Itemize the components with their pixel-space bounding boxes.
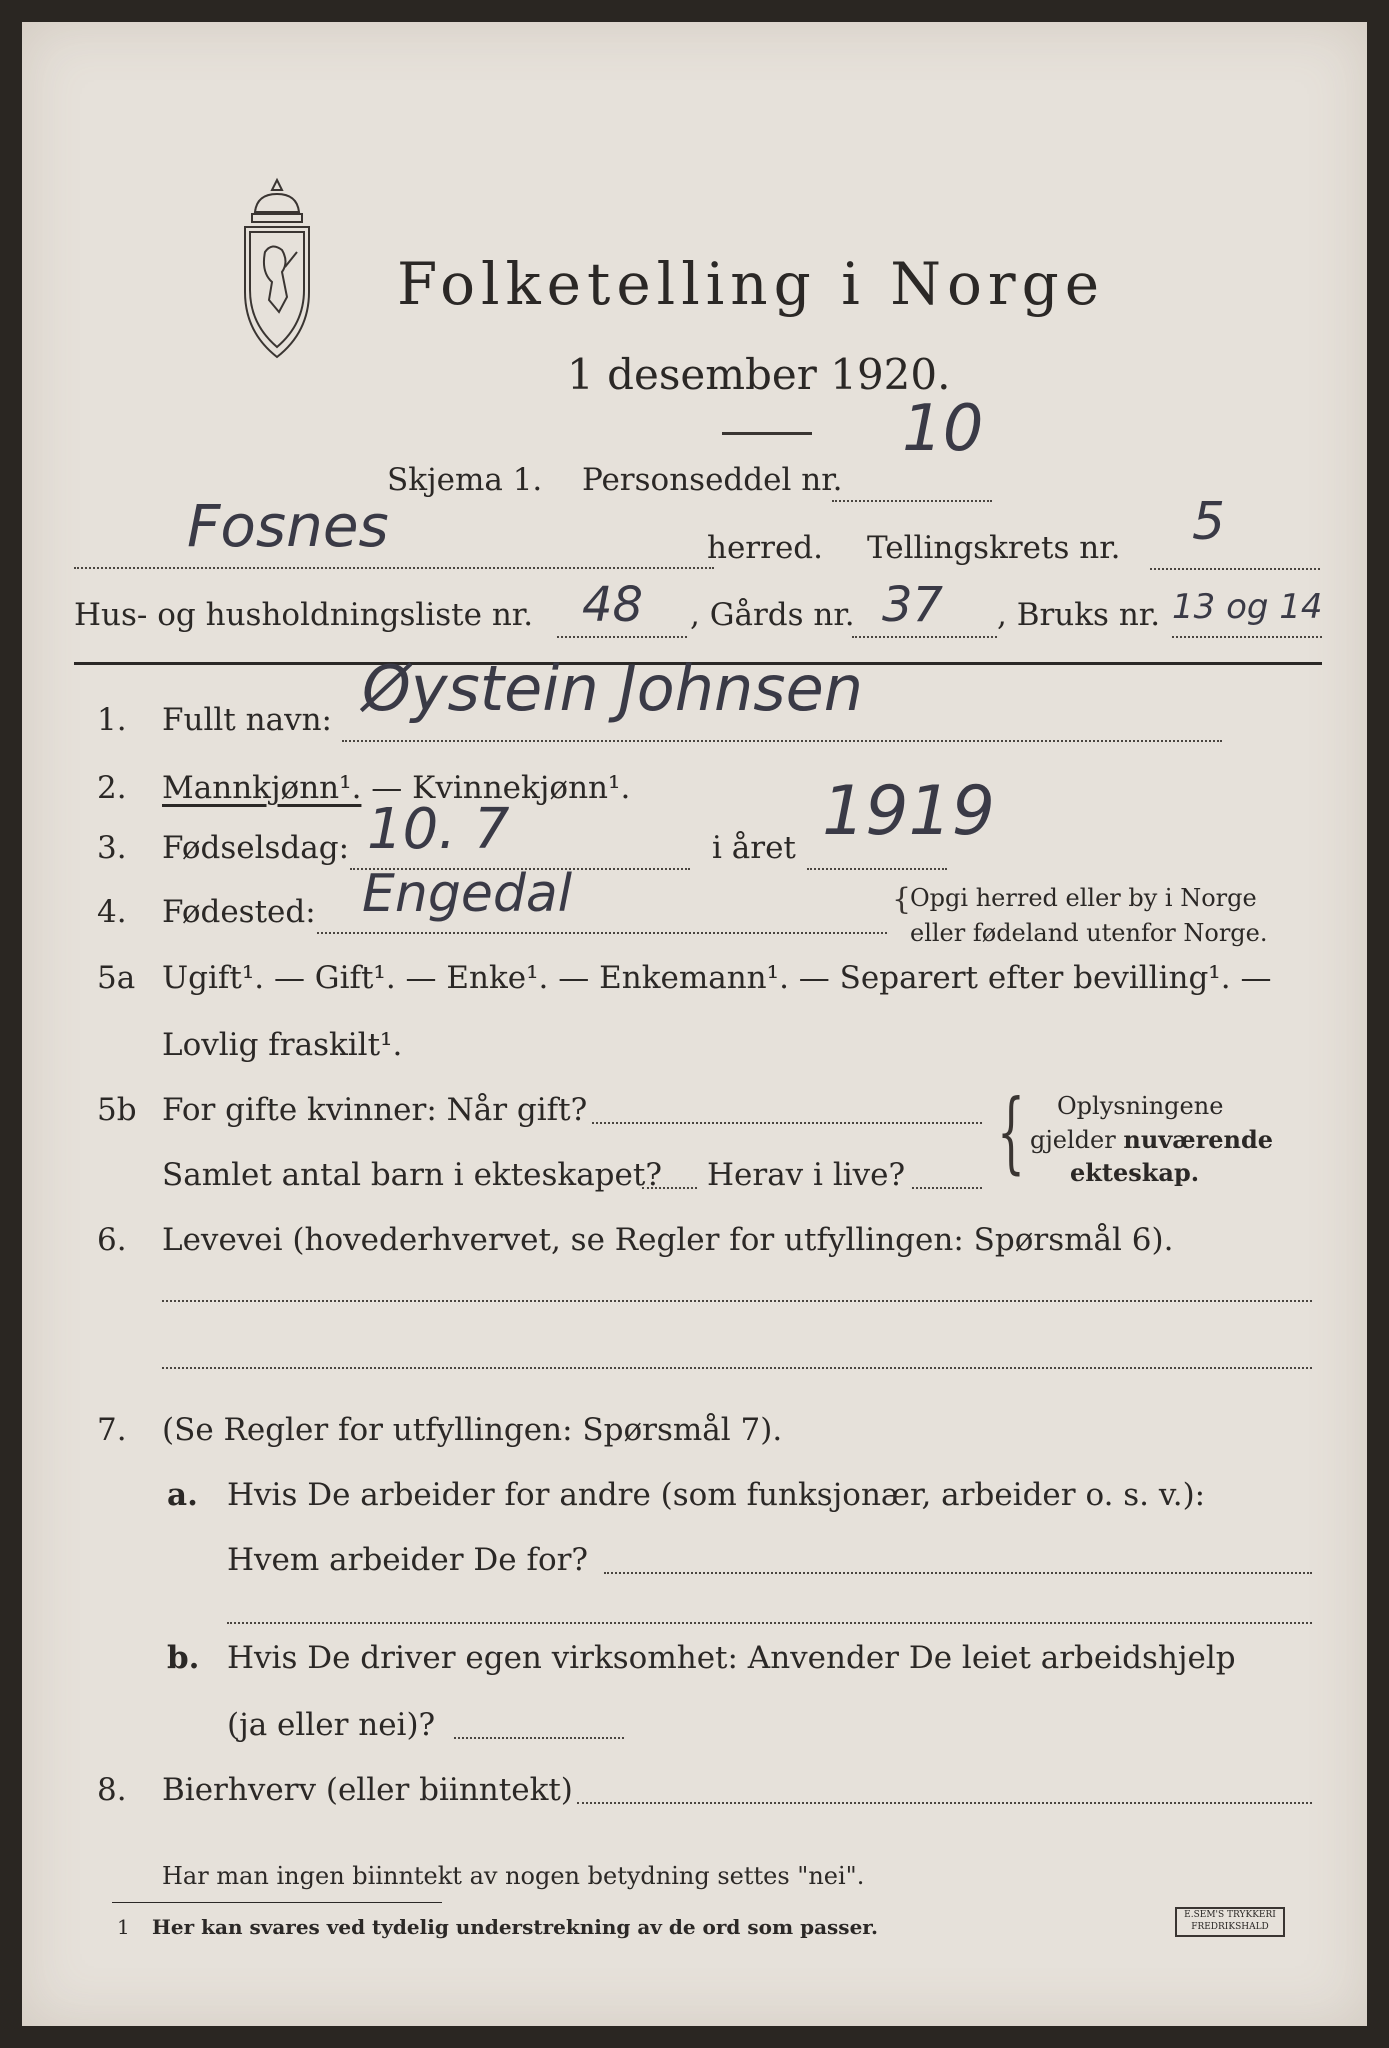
q3-year-handwritten: 1919 xyxy=(822,772,996,851)
q3-number: 3. xyxy=(97,830,127,866)
personseddel-line xyxy=(832,500,992,502)
bruks-line xyxy=(1172,636,1322,638)
q6-text: Levevei (hovederhvervet, se Regler for utfyllingen: Spørsmål 6). xyxy=(162,1222,1174,1258)
personseddel-label: Personseddel nr. xyxy=(582,462,843,498)
footnote-text: Her kan svares ved tydelig understrekning av de ord som passer. xyxy=(152,1915,878,1939)
q3-year-line xyxy=(807,868,947,870)
tellingskrets-label: Tellingskrets nr. xyxy=(867,530,1121,566)
q7b-line xyxy=(454,1737,624,1739)
norwegian-coat-of-arms-icon xyxy=(227,172,327,372)
q5b-note-line3: ekteskap. xyxy=(1070,1158,1200,1187)
q7-number: 7. xyxy=(97,1412,127,1448)
q2-male-option: Mannkjønn¹. xyxy=(162,770,362,806)
q3-year-label: i året xyxy=(712,830,796,866)
personseddel-handwritten: 10 xyxy=(902,392,984,466)
q5b-note-line1: Oplysningene xyxy=(1057,1092,1224,1120)
form-title: Folketelling i Norge xyxy=(397,250,1106,318)
q4-note-line2: eller fødeland utenfor Norge. xyxy=(910,919,1268,947)
q7-text: (Se Regler for utfyllingen: Spørsmål 7). xyxy=(162,1412,783,1448)
footer-note: Har man ingen biinntekt av nogen betydning settes "nei". xyxy=(162,1862,865,1890)
q7a-text: Hvis De arbeider for andre (som funksjonær, arbeider o. s. v.): xyxy=(227,1477,1206,1513)
q1-number: 1. xyxy=(97,702,127,738)
hus-line xyxy=(557,636,687,638)
q2-number: 2. xyxy=(97,770,127,806)
hus-handwritten: 48 xyxy=(582,577,644,633)
q1-line xyxy=(342,740,1222,742)
q7b-text-line2: (ja eller nei)? xyxy=(227,1707,436,1743)
q7b-text: Hvis De driver egen virksomhet: Anvender De leiet arbeidshjelp xyxy=(227,1640,1236,1676)
gards-label: , Gårds nr. xyxy=(690,597,855,633)
q5a-number: 5a xyxy=(97,960,136,996)
q5b-alive-label: Herav i live? xyxy=(707,1157,906,1193)
q7a-line2 xyxy=(227,1622,1312,1624)
q5b-children-label: Samlet antal barn i ekteskapet? xyxy=(162,1157,662,1193)
herred-handwritten: Fosnes xyxy=(187,492,389,560)
printer-stamp: E.SEM'S TRYKKERI FREDRIKSHALD xyxy=(1175,1907,1285,1937)
gards-handwritten: 37 xyxy=(882,577,944,633)
q4-handwritten: Engedal xyxy=(362,864,573,924)
q8-line xyxy=(577,1802,1312,1804)
q3-handwritten: 10. 7 xyxy=(367,797,510,862)
herred-label: herred. xyxy=(707,530,823,566)
q5b-alive-line xyxy=(912,1187,982,1189)
herred-line xyxy=(74,567,714,569)
q8-number: 8. xyxy=(97,1772,127,1808)
footnote-rule xyxy=(112,1902,442,1903)
q4-brace-icon: { xyxy=(892,882,912,917)
tellingskrets-line xyxy=(1150,568,1320,570)
q4-number: 4. xyxy=(97,894,127,930)
footnote-mark: 1 xyxy=(117,1915,130,1939)
q4-note-line1: Opgi herred eller by i Norge xyxy=(910,884,1257,912)
title-divider xyxy=(722,432,812,435)
tellingskrets-handwritten: 5 xyxy=(1192,492,1226,552)
q5b-label: For gifte kvinner: Når gift? xyxy=(162,1092,588,1128)
q4-label: Fødested: xyxy=(162,894,316,930)
q2-separator: — xyxy=(361,770,413,806)
q5a-text-line2: Lovlig fraskilt¹. xyxy=(162,1027,403,1063)
q6-line2 xyxy=(162,1367,1312,1369)
q7a-line1 xyxy=(604,1572,1312,1574)
q3-label: Fødselsdag: xyxy=(162,830,350,866)
gards-line xyxy=(852,636,997,638)
q5b-note-line2: gjelder nuværende xyxy=(1030,1125,1274,1154)
q4-line xyxy=(317,932,887,934)
census-form xyxy=(22,22,1367,2026)
q5b-brace-icon: { xyxy=(997,1082,1025,1184)
q7a-text-line2: Hvem arbeider De for? xyxy=(227,1542,589,1578)
q5b-children-line xyxy=(642,1187,697,1189)
q7a-marker: a. xyxy=(167,1477,198,1513)
q5b-married-line xyxy=(592,1122,982,1124)
q5b-number: 5b xyxy=(97,1092,137,1128)
q8-text: Bierhverv (eller biinntekt) xyxy=(162,1772,573,1808)
bruks-label: , Bruks nr. xyxy=(997,597,1161,633)
bruks-handwritten: 13 og 14 xyxy=(1172,587,1323,627)
hus-label: Hus- og husholdningsliste nr. xyxy=(74,597,534,633)
skjema-label: Skjema 1. xyxy=(387,462,543,498)
q6-number: 6. xyxy=(97,1222,127,1258)
q5a-text: Ugift¹. — Gift¹. — Enke¹. — Enkemann¹. — Separert efter bevilling¹. — xyxy=(162,960,1272,996)
q7b-marker: b. xyxy=(167,1640,200,1676)
q6-line1 xyxy=(162,1300,1312,1302)
q1-handwritten: Øystein Johnsen xyxy=(362,652,864,725)
form-date: 1 desember 1920. xyxy=(567,350,951,399)
q1-label: Fullt navn: xyxy=(162,702,332,738)
q2-female-option: Kvinnekjønn¹. xyxy=(412,770,631,806)
